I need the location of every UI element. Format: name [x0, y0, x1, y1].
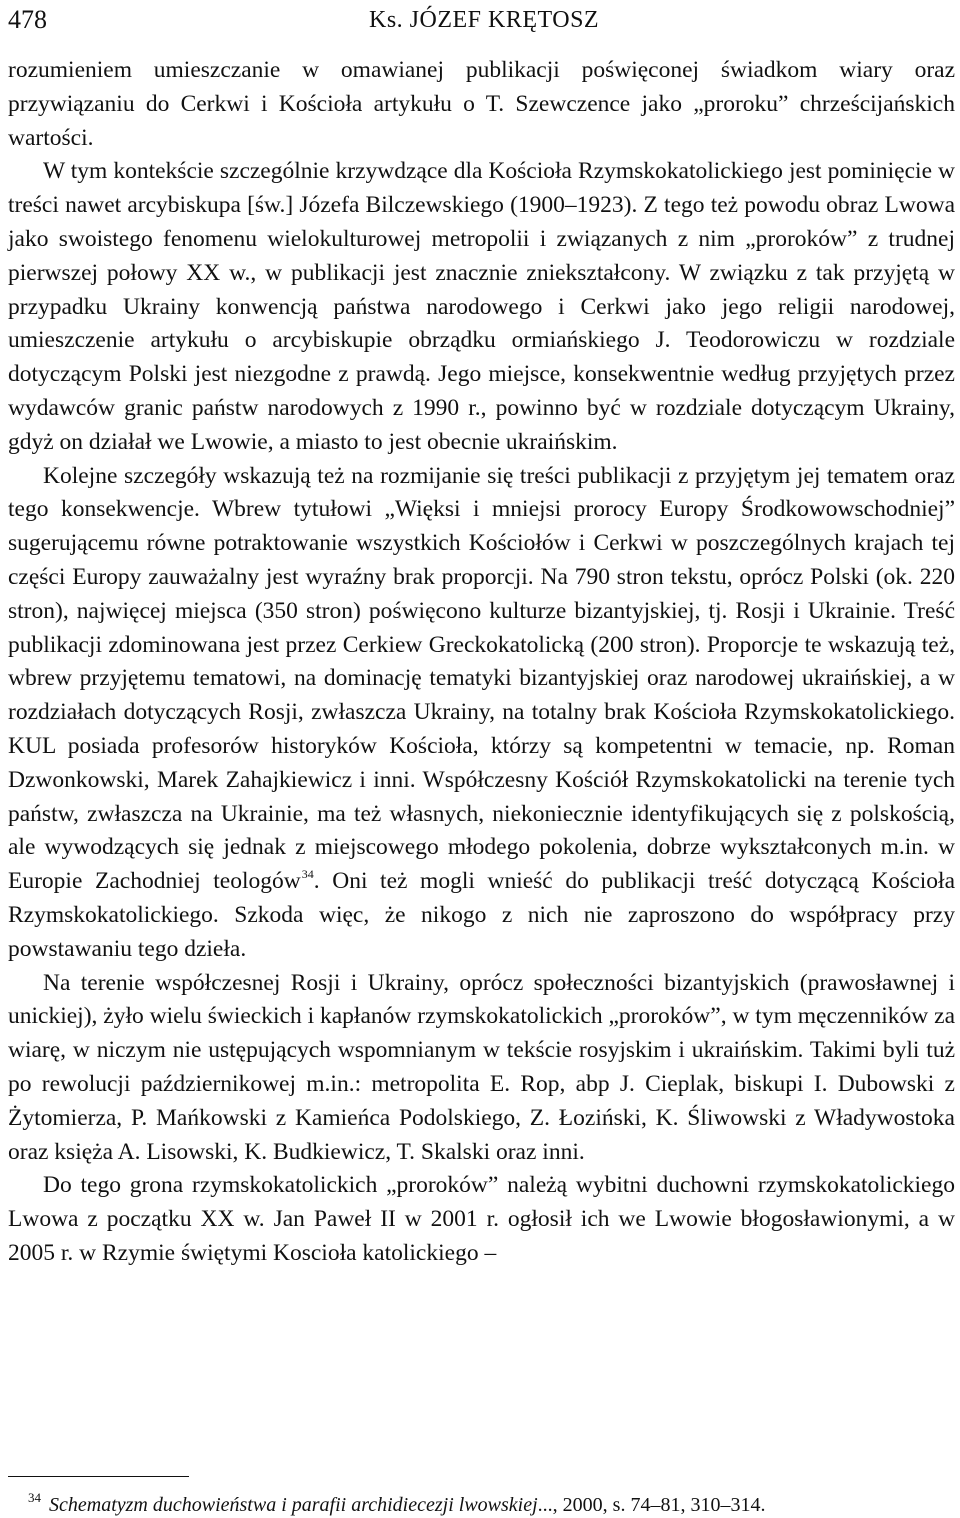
footnote-title: Schematyzm duchowieństwa i parafii archidiecezji lwowskiej [49, 1494, 538, 1516]
footnote-reference[interactable]: 34 [301, 867, 314, 882]
body-text [8, 54, 955, 1271]
paragraph-1: rozumieniem umieszczanie w omawianej publikacji poświęconej świadkom wiary oraz przywiązaniu do Cerkwi i Kościoła artykułu o T. Szewczence jako „proroku” chrześcijańskich wartości. [8, 57, 955, 151]
paragraph-5: Do tego grona rzymskokatolickich „proroków” należą wybitni duchowni rzymskokatolickiego Lwowa z początku XX w. Jan Paweł II w 2001 r. ogłosił ich we Lwowie błogosławionymi, a w 2005 r. w Rzymie świętymi Koscioła katolickiego – [8, 1172, 955, 1266]
paragraph-4: Na terenie współczesnej Rosji i Ukrainy, oprócz społeczności bizantyjskich (prawosławnej i unickiej), żyło wielu świeckich i kapłanów rzymskokatolickich „proroków”, w tym męczenników za wiarę, w niczym nie ustępujących wspomnianym w tekście rosyjskim i ukraińskim. Takimi byli tuż po rewolucji październikowej m.in.: metropolita E. Rop, abp J. Cieplak, biskupi I. Dubowski z Żytomierza, P. Mańkowski z Kamieńca Podolskiego, Z. Łoziński, K. Śliwowski z Władywostoka oraz księża A. Lisowski, K. Budkiewicz, T. Skalski oraz inni. [8, 969, 955, 1165]
paragraph-3-text: Kolejne szczegóły wskazują też na rozmijanie się treści publikacji z przyjętym jej tematem oraz tego konsekwencje. Wbrew tytułowi „Więksi i mniejsi prorocy Europy Środkowowschodniej” sugerującemu równe potraktowanie wszystkich Kościołów i Cerkwi w poszczególnych krajach tej części Europy zauważalny jest wyraźny brak proporcji. Na 790 stron tekstu, oprócz Polski (ok. 220 stron), najwięcej miejsca (350 stron) poświęcono kulturze bizantyjskiej, tj. Rosji i Ukrainie. Treść publikacji zdominowana jest przez Cerkiew Greckokatolicką (200 stron). Proporcje te wskazują też, wbrew przyjętemu tematowi, na dominację tematyki bizantyjskiej oraz narodowej ukraińskiej, a w rozdziałach dotyczących Rosji, zwłaszcza Ukrainy, na totalny brak Kościoła Rzymskokatolickiego. KUL posiada profesorów historyków Kościoła, którzy są kompetentni w temacie, np. Roman Dzwonkowski, Marek Zahajkiewicz i inni. Współczesny Kościół Rzymskokatolicki na terenie tych państw, zwłaszcza na Ukrainie, ma też własnych, niekoniecznie identyfikujących się z polskością, ale wywodzących się jednak z miejscowego młodego pokolenia, dobrze wykształconych m.in. w Europie Zachodniej teologów [8, 462, 955, 895]
footnote-divider [8, 1476, 189, 1477]
paragraph-2: W tym kontekście szczególnie krzywdzące dla Kościoła Rzymskokatolickiego jest pominięcie w treści nawet arcybiskupa [św.] Józefa Bilczewskiego (1900–1923). Z tego też powodu obraz Lwowa jako swoistego fenomenu wielokulturowej metropolii i związanych z nim „proroków” z trudnej pierwszej połowy XX w., w publikacji jest znacznie zniekształcony. W związku z tak przyjętą w przypadku Ukrainy konwencją państwa narodowego i Cerkwi jako jego religii narodowej, umieszczenie artykułu o arcybiskupie obrządku ormiańskiego J. Teodorowiczu w rozdziale dotyczącym Polski jest niezgodne z prawdą. Jego miejsce, konsekwentnie według przyjętych przez wydawców granic państw narodowych z 1990 r., powinno być w rozdziale dotyczącym Ukrainy, gdyż on działał we Lwowie, a miasto to jest obecnie ukraińskim. [8, 158, 955, 455]
footnote-number: 34 [28, 1490, 41, 1505]
paragraph-3-text-continued: . Oni też mogli wnieść do publikacji treść dotyczącą Kościoła Rzymskokatolickiego. Szkoda więc, że nikogo z nich nie zaproszono do współpracy przy powstawaniu tego dzieła. [8, 868, 955, 962]
footnote-details: ..., 2000, s. 74–81, 310–314. [537, 1494, 766, 1516]
footnote [28, 1485, 948, 1518]
paragraph-3 [8, 460, 955, 967]
page-number: 478 [8, 5, 47, 34]
running-head: Ks. JÓZEF KRĘTOSZ [369, 7, 600, 33]
